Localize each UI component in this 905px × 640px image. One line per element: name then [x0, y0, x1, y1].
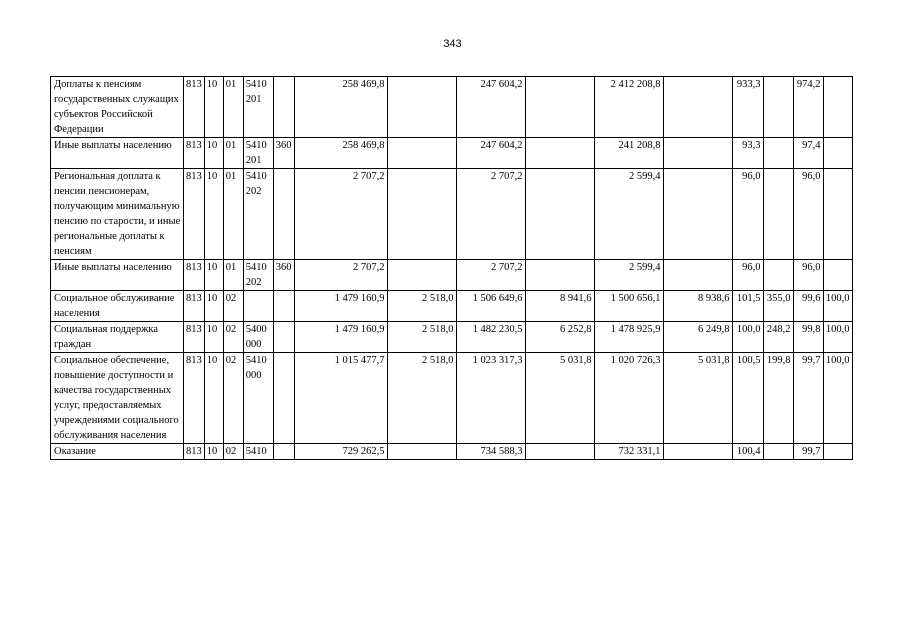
row-pct-plan-total: 96,0 — [793, 260, 823, 291]
table-row — [51, 77, 853, 138]
row-approved-total: 258 469,8 — [294, 77, 387, 138]
row-name: Доплаты к пенсиям государственных служащих субъектов Российской Федерации — [51, 77, 184, 138]
row-pct-approved-federal: 199,8 — [763, 353, 793, 444]
budget-table — [50, 76, 853, 460]
row-pct-plan-total: 99,8 — [793, 322, 823, 353]
row-pct-plan-federal — [823, 77, 852, 138]
row-pct-approved-federal: 248,2 — [763, 322, 793, 353]
row-pct-approved-federal — [763, 138, 793, 169]
row-approved-federal — [387, 169, 456, 260]
row-name: Социальное обеспечение, повышение доступности и качества государственных услуг, предоставляемых учреждениями социального обслуживания населения — [51, 353, 184, 444]
row-pct-approved-total: 933,3 — [732, 77, 763, 138]
row-approved-total: 2 707,2 — [294, 169, 387, 260]
row-pct-approved-federal — [763, 444, 793, 460]
row-ministry-code: 813 — [184, 322, 205, 353]
row-pct-approved-total: 100,5 — [732, 353, 763, 444]
row-section-code: 10 — [204, 322, 223, 353]
row-pct-approved-federal — [763, 77, 793, 138]
row-executed-total: 2 599,4 — [594, 260, 663, 291]
row-plan-federal: 8 941,6 — [525, 291, 594, 322]
row-target-article: 5410 201 — [243, 138, 273, 169]
row-approved-federal: 2 518,0 — [387, 322, 456, 353]
table-row — [51, 169, 853, 260]
row-name: Иные выплаты населению — [51, 260, 184, 291]
row-pct-approved-federal — [763, 169, 793, 260]
row-pct-plan-total: 97,4 — [793, 138, 823, 169]
row-plan-federal — [525, 169, 594, 260]
row-pct-approved-total: 100,4 — [732, 444, 763, 460]
row-plan-federal — [525, 444, 594, 460]
row-target-article: 5410 202 — [243, 169, 273, 260]
row-approved-total: 729 262,5 — [294, 444, 387, 460]
row-pct-plan-total: 99,7 — [793, 353, 823, 444]
row-executed-total: 2 599,4 — [594, 169, 663, 260]
row-executed-total: 2 412 208,8 — [594, 77, 663, 138]
row-expense-type — [273, 291, 294, 322]
row-ministry-code: 813 — [184, 353, 205, 444]
row-plan-total: 1 023 317,3 — [456, 353, 525, 444]
row-plan-federal — [525, 77, 594, 138]
row-ministry-code: 813 — [184, 444, 205, 460]
row-pct-approved-federal — [763, 260, 793, 291]
row-subsection-code: 02 — [223, 322, 243, 353]
row-expense-type — [273, 169, 294, 260]
row-executed-total: 1 500 656,1 — [594, 291, 663, 322]
row-plan-federal: 6 252,8 — [525, 322, 594, 353]
table-row — [51, 291, 853, 322]
row-pct-plan-total: 974,2 — [793, 77, 823, 138]
row-pct-plan-total: 99,7 — [793, 444, 823, 460]
row-plan-total: 734 588,3 — [456, 444, 525, 460]
row-approved-total: 1 015 477,7 — [294, 353, 387, 444]
row-approved-federal — [387, 138, 456, 169]
row-expense-type — [273, 444, 294, 460]
row-plan-federal — [525, 260, 594, 291]
row-name: Иные выплаты населению — [51, 138, 184, 169]
row-approved-federal — [387, 260, 456, 291]
row-plan-total: 1 506 649,6 — [456, 291, 525, 322]
row-approved-total: 2 707,2 — [294, 260, 387, 291]
row-ministry-code: 813 — [184, 291, 205, 322]
row-expense-type: 360 — [273, 138, 294, 169]
row-pct-approved-federal: 355,0 — [763, 291, 793, 322]
row-plan-federal: 5 031,8 — [525, 353, 594, 444]
row-pct-plan-federal — [823, 444, 852, 460]
row-executed-total: 241 208,8 — [594, 138, 663, 169]
row-approved-total: 258 469,8 — [294, 138, 387, 169]
row-pct-approved-total: 96,0 — [732, 169, 763, 260]
row-ministry-code: 813 — [184, 138, 205, 169]
row-target-article: 5410 — [243, 444, 273, 460]
row-expense-type — [273, 322, 294, 353]
row-section-code: 10 — [204, 444, 223, 460]
table-row — [51, 353, 853, 444]
row-plan-total: 2 707,2 — [456, 169, 525, 260]
row-ministry-code: 813 — [184, 169, 205, 260]
row-pct-plan-total: 96,0 — [793, 169, 823, 260]
row-section-code: 10 — [204, 291, 223, 322]
table-row — [51, 260, 853, 291]
row-subsection-code: 02 — [223, 444, 243, 460]
row-plan-total: 247 604,2 — [456, 77, 525, 138]
row-subsection-code: 01 — [223, 260, 243, 291]
row-expense-type — [273, 77, 294, 138]
table-row — [51, 444, 853, 460]
row-name: Социальное обслуживание населения — [51, 291, 184, 322]
row-approved-federal — [387, 444, 456, 460]
row-executed-federal — [663, 138, 732, 169]
row-target-article: 5410 000 — [243, 353, 273, 444]
row-executed-federal: 8 938,6 — [663, 291, 732, 322]
row-approved-federal — [387, 77, 456, 138]
row-pct-approved-total: 96,0 — [732, 260, 763, 291]
row-executed-federal — [663, 169, 732, 260]
row-executed-federal — [663, 260, 732, 291]
row-name: Социальная поддержка граждан — [51, 322, 184, 353]
row-executed-total: 1 020 726,3 — [594, 353, 663, 444]
row-pct-plan-federal: 100,0 — [823, 353, 852, 444]
row-executed-total: 732 331,1 — [594, 444, 663, 460]
row-name: Региональная доплата к пенсии пенсионерам, получающим минимальную пенсию по старости, и иные региональные доплаты к пенсиям — [51, 169, 184, 260]
table-row — [51, 322, 853, 353]
row-subsection-code: 02 — [223, 291, 243, 322]
row-approved-federal: 2 518,0 — [387, 291, 456, 322]
row-executed-federal — [663, 77, 732, 138]
row-ministry-code: 813 — [184, 77, 205, 138]
row-approved-federal: 2 518,0 — [387, 353, 456, 444]
row-pct-plan-federal: 100,0 — [823, 291, 852, 322]
row-pct-approved-total: 101,5 — [732, 291, 763, 322]
row-section-code: 10 — [204, 260, 223, 291]
row-section-code: 10 — [204, 353, 223, 444]
row-target-article: 5410 201 — [243, 77, 273, 138]
row-pct-plan-total: 99,6 — [793, 291, 823, 322]
row-expense-type — [273, 353, 294, 444]
row-pct-plan-federal: 100,0 — [823, 322, 852, 353]
row-pct-approved-total: 100,0 — [732, 322, 763, 353]
row-plan-total: 1 482 230,5 — [456, 322, 525, 353]
row-ministry-code: 813 — [184, 260, 205, 291]
row-executed-federal: 5 031,8 — [663, 353, 732, 444]
page-number: 343 — [443, 38, 462, 50]
row-subsection-code: 01 — [223, 138, 243, 169]
row-pct-approved-total: 93,3 — [732, 138, 763, 169]
row-executed-total: 1 478 925,9 — [594, 322, 663, 353]
row-plan-federal — [525, 138, 594, 169]
row-pct-plan-federal — [823, 169, 852, 260]
row-subsection-code: 01 — [223, 169, 243, 260]
row-subsection-code: 02 — [223, 353, 243, 444]
row-plan-total: 2 707,2 — [456, 260, 525, 291]
table-row — [51, 138, 853, 169]
row-executed-federal: 6 249,8 — [663, 322, 732, 353]
row-approved-total: 1 479 160,9 — [294, 291, 387, 322]
row-pct-plan-federal — [823, 138, 852, 169]
row-subsection-code: 01 — [223, 77, 243, 138]
row-executed-federal — [663, 444, 732, 460]
row-target-article: 5400 000 — [243, 322, 273, 353]
row-section-code: 10 — [204, 138, 223, 169]
row-target-article: 5410 202 — [243, 260, 273, 291]
row-target-article — [243, 291, 273, 322]
row-section-code: 10 — [204, 169, 223, 260]
row-name: Оказание — [51, 444, 184, 460]
row-expense-type: 360 — [273, 260, 294, 291]
row-plan-total: 247 604,2 — [456, 138, 525, 169]
row-approved-total: 1 479 160,9 — [294, 322, 387, 353]
row-section-code: 10 — [204, 77, 223, 138]
row-pct-plan-federal — [823, 260, 852, 291]
